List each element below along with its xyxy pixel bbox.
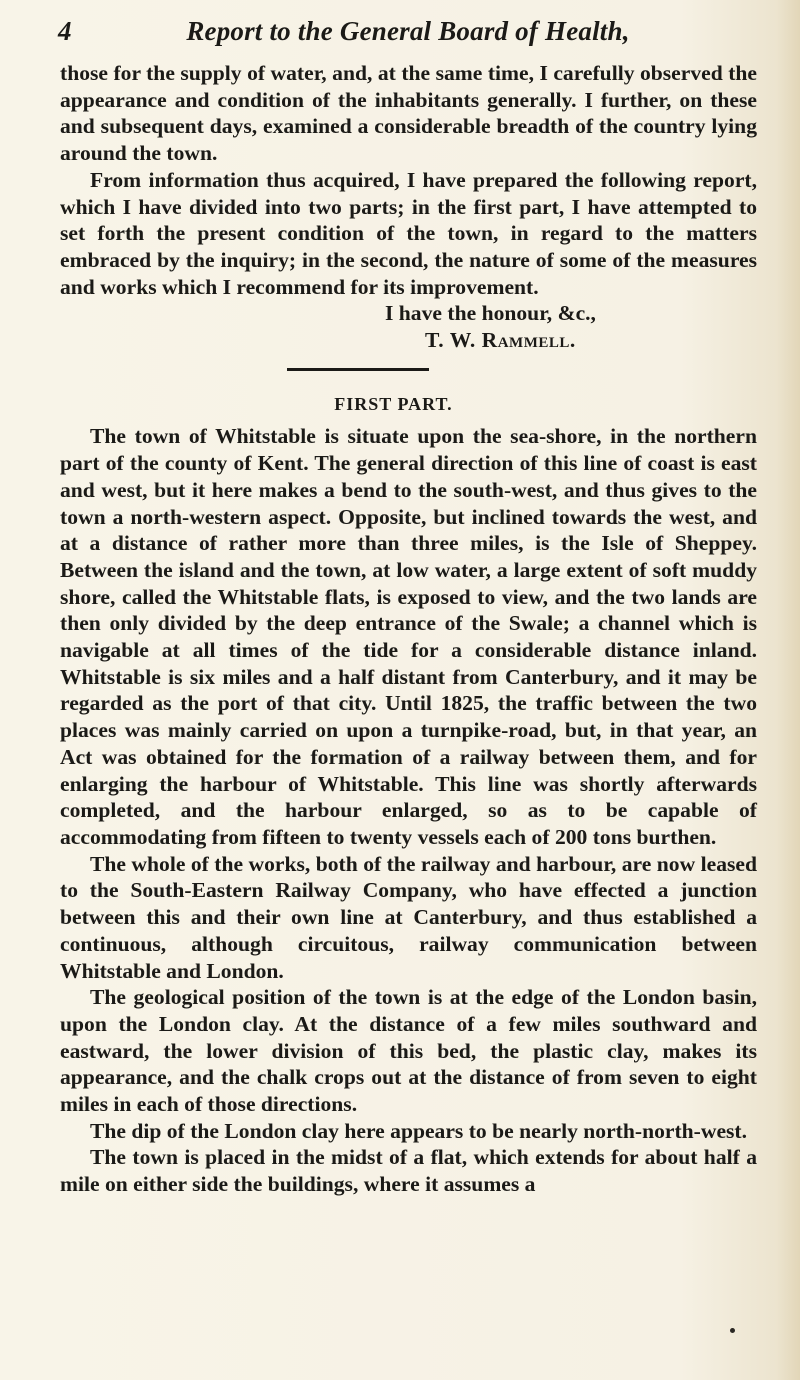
signoff	[60, 300, 757, 353]
body-paragraph: The dip of the London clay here appears to be nearly north-north-west.	[90, 1118, 748, 1143]
page-header	[58, 16, 758, 52]
running-head: Report to the General Board of Health,	[186, 16, 630, 46]
section-heading: FIRST PART.	[334, 393, 453, 414]
section-divider	[287, 368, 429, 371]
closing-line: I have the honour, &c.,	[385, 301, 596, 326]
intro-paragraph-2: From information thus acquired, I have prepared the following report, which I have divided into two parts; in the first part, I have attempted to set forth the present condition of the town, in regard to the matters embraced by the inquiry; in the second, the nature of some of the measures and works which I recommend for its improvement.	[60, 167, 757, 299]
intro-paragraph-1: those for the supply of water, and, at the same time, I carefully observed the appearance and condition of the inhabitants generally. I further, on these and subsequent days, examined a considerable breadth of the country lying around the town.	[60, 61, 757, 166]
body-paragraph: The whole of the works, both of the railway and harbour, are now leased to the South-Eastern Railway Company, who have effected a junction between this and their own line at Canterbury, and thus established a continuous, although circuitous, railway communication between Whitstable and London.	[60, 851, 757, 983]
body-paragraph: The geological position of the town is at the edge of the London basin, upon the London clay. At the distance of a few miles southward and eastward, the lower division of this bed, the plastic clay, makes its appearance, and the chalk crops out at the distance of from seven to eight miles in each of those directions.	[60, 985, 757, 1117]
page-body	[60, 60, 757, 1198]
signature: T. W. Rammell.	[425, 328, 576, 353]
ink-speck	[730, 1328, 735, 1333]
page-number: 4	[58, 16, 72, 46]
body-paragraph: The town is placed in the midst of a flat, which extends for about half a mile on either side the buildings, where it assumes a	[60, 1145, 757, 1197]
body-paragraph: The town of Whitstable is situate upon the sea-shore, in the northern part of the county of Kent. The general direction of this line of coast is east and west, but it here makes a bend to the south-west, and thus gives to the town a north-western aspect. Opposite, but inclined towards the west, and at a distance of rather more than three miles, is the Isle of Sheppey. Between the island and the town, at low water, a large extent of soft muddy shore, called the Whitstable flats, is exposed to view, and the two lands are then only divided by the deep entrance of the Swale; a channel which is navigable at all times of the tide for a considerable distance inland. Whitstable is six miles and a half distant from Canterbury, and it may be regarded as the port of that city. Until 1825, the traffic between the two places was mainly carried on upon a turnpike-road, but, in that year, an Act was obtained for the formation of a railway between them, and for enlarging the harbour of Whitstable. This line was shortly afterwards completed, and the harbour enlarged, so as to be capable of accommodating from fifteen to twenty vessels each of 200 tons burthen.	[60, 424, 757, 849]
